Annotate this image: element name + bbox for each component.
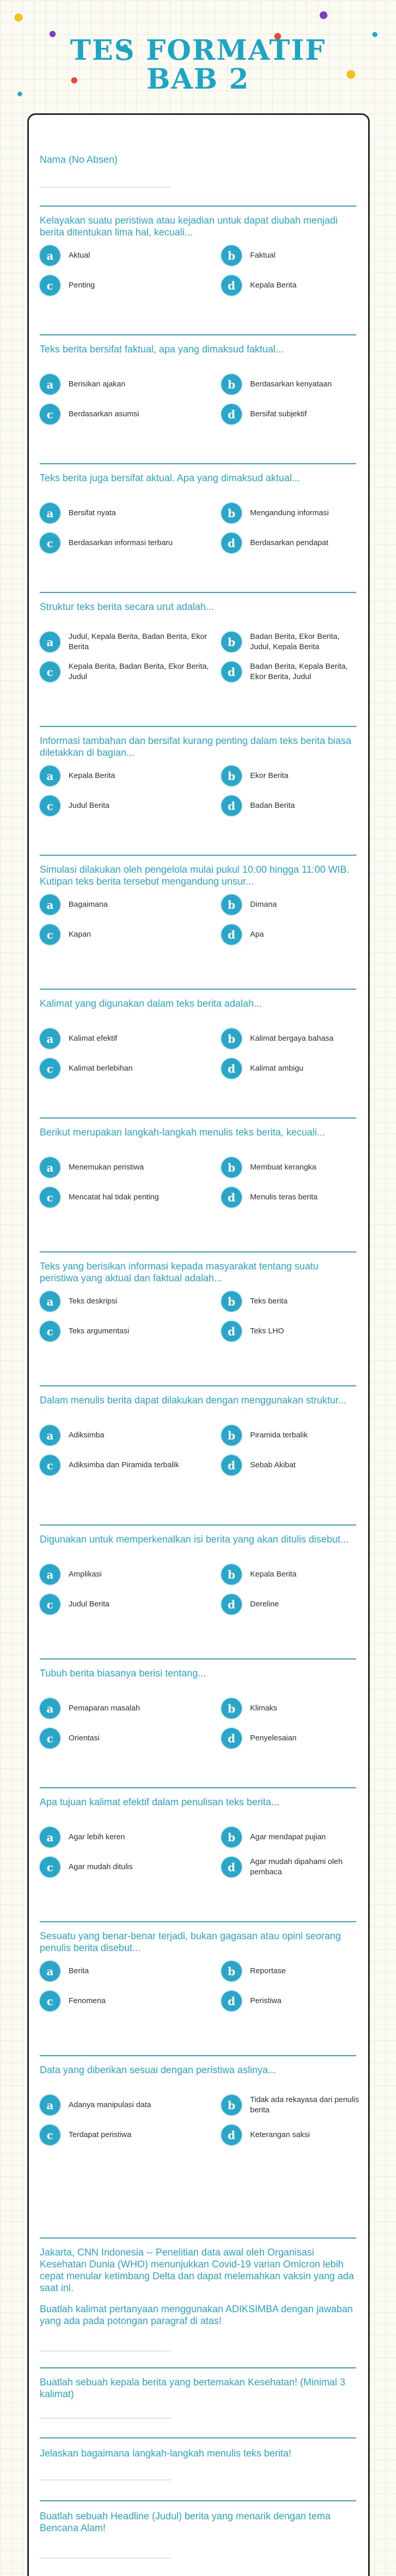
option-letter-badge: c (40, 1594, 60, 1615)
option-text: Agar mudah ditulis (69, 1862, 133, 1871)
option-text: Badan Berita, Ekor Berita, Judul, Kepala Berita (250, 632, 340, 651)
separator-line (40, 1658, 356, 1659)
decor-dot (14, 13, 23, 22)
question-3-text: Teks berita juga bersifat aktual. Apa yang dimaksud aktual... (40, 473, 300, 484)
essay-question-19: Buatlah sebuah Headline (Judul) berita yang menarik dengan tema Bencana Alam! (40, 2511, 331, 2534)
separator-line (40, 989, 356, 990)
option-text: Ekor Berita (250, 771, 289, 780)
question-9-option-a[interactable] (40, 1286, 210, 1316)
option-letter-badge: d (221, 275, 242, 296)
option-letter-badge: c (40, 404, 60, 425)
option-text: Terdapat peristiwa (69, 2130, 131, 2139)
question-13-option-c[interactable] (40, 1852, 210, 1882)
option-letter-badge: a (40, 894, 60, 915)
question-6-option-b[interactable] (221, 890, 359, 920)
option-letter-badge: d (221, 404, 242, 425)
option-letter-badge: a (40, 1564, 60, 1585)
question-15-option-d[interactable] (221, 2120, 359, 2150)
separator-line (40, 592, 356, 593)
option-text: Dereline (250, 1600, 279, 1608)
question-12-text: Tubuh berita biasanya berisi tentang... (40, 1668, 206, 1679)
option-letter-badge: d (221, 1728, 242, 1749)
question-5-option-a[interactable] (40, 761, 210, 791)
question-2-option-a[interactable] (40, 369, 210, 399)
question-3-option-b[interactable] (221, 498, 359, 528)
question-9-option-b[interactable] (221, 1286, 359, 1316)
essay-question-17: Buatlah sebuah kepala berita yang bertemakan Kesehatan! (Minimal 3 kalimat) (40, 2377, 345, 2400)
option-letter-badge: d (221, 924, 242, 945)
option-letter-badge: b (221, 1698, 242, 1719)
option-letter-badge: d (221, 2125, 242, 2145)
question-15-option-c[interactable] (40, 2120, 210, 2150)
option-text: Teks deskripsi (69, 1297, 118, 1306)
question-13-option-a[interactable] (40, 1822, 210, 1852)
option-letter-badge: a (40, 1028, 60, 1049)
option-letter-badge: b (221, 1425, 242, 1446)
option-text: Bersifat nyata (69, 509, 116, 517)
question-13-option-b[interactable] (221, 1822, 359, 1852)
passage-covid: Jakarta, CNN Indonesia -- Penelitian data awal oleh Organisasi Kesehatan Dunia (WHO) menunjukkan Covid-19 varian Omicron lebih cepat menular ketimbang Delta dan dapat melemahkan vaksin yang ada saat ini. (40, 2247, 354, 2294)
page-title-line2: BAB 2 (146, 62, 250, 95)
option-letter-badge: a (40, 1698, 60, 1719)
separator-line (40, 2238, 356, 2239)
option-letter-badge: b (221, 2095, 242, 2115)
question-1-option-d[interactable] (221, 270, 359, 300)
option-letter-badge: b (221, 632, 242, 652)
question-14-text: Sesuatu yang benar-benar terjadi, bukan gagasan atau opini seorang penulis berita disebut... (40, 1931, 341, 1954)
option-text: Adiksimba dan Piramida terbalik (69, 1461, 179, 1469)
option-text: Menemukan peristiwa (69, 1163, 144, 1172)
question-3-option-d[interactable] (221, 528, 359, 558)
question-15-text: Data yang diberikan sesuai dengan peristiwa aslinya... (40, 2065, 276, 2076)
option-text: Aktual (69, 251, 90, 260)
separator-line (40, 1117, 356, 1118)
question-7-option-c[interactable] (40, 1054, 210, 1083)
question-4-option-b[interactable] (221, 627, 359, 657)
option-letter-badge: a (40, 374, 60, 395)
question-1-text: Kelayakan suatu peristiwa atau kejadian untuk dapat diubah menjadi berita ditentukan lima hal, kecuali... (40, 215, 338, 238)
page-title (0, 33, 396, 95)
option-letter-badge: d (221, 533, 242, 553)
option-text: Peristiwa (250, 1996, 282, 2005)
option-text: Mengandung informasi (250, 509, 329, 517)
option-letter-badge: c (40, 924, 60, 945)
option-letter-badge: a (40, 1827, 60, 1848)
question-6-option-a[interactable] (40, 890, 210, 920)
question-1-option-a[interactable] (40, 241, 210, 270)
option-text: Dimana (250, 900, 277, 909)
option-text: Agar mudah dipahami oleh pembaca (250, 1857, 343, 1876)
option-letter-badge: c (40, 1991, 60, 2011)
option-letter-badge: d (221, 1857, 242, 1877)
option-letter-badge: a (40, 2095, 60, 2115)
option-letter-badge: c (40, 1455, 60, 1476)
question-2-option-b[interactable] (221, 369, 359, 399)
question-4-text: Struktur teks berita secara urut adalah... (40, 602, 214, 613)
option-letter-badge: c (40, 533, 60, 553)
question-11-text: Digunakan untuk memperkenalkan isi berita yang akan ditulis disebut... (40, 1534, 349, 1545)
question-4-option-d[interactable] (221, 657, 359, 687)
question-9-option-d[interactable] (221, 1316, 359, 1346)
option-text: Fenomena (69, 1996, 106, 2005)
question-11-option-d[interactable] (221, 1589, 359, 1619)
option-text: Teks argumentasi (69, 1327, 129, 1335)
name-answer-line[interactable] (40, 187, 171, 188)
separator-line (40, 2367, 356, 2368)
option-text: Keterangan saksi (250, 2130, 310, 2139)
question-14-option-a[interactable] (40, 1956, 210, 1986)
option-text: Agar mendapat pujian (250, 1833, 326, 1841)
decor-dot (320, 11, 327, 19)
question-6-option-c[interactable] (40, 920, 210, 950)
option-letter-badge: b (221, 766, 242, 786)
question-13-text: Apa tujuan kalimat efektif dalam penulisan teks berita... (40, 1797, 279, 1808)
option-text: Bersifat subjektif (250, 410, 307, 418)
option-text: Berita (69, 1967, 89, 1975)
option-text: Mencatat hal tidak penting (69, 1193, 159, 1201)
option-text: Adanya manipulasi data (69, 2100, 152, 2109)
question-3-option-a[interactable] (40, 498, 210, 528)
essay-question-18: Jelaskan bagaimana langkah-langkah menulis teks berita! (40, 2448, 291, 2459)
separator-line (40, 334, 356, 335)
option-text: Sebab Akibat (250, 1461, 296, 1469)
question-8-option-a[interactable] (40, 1153, 210, 1182)
option-letter-badge: d (221, 795, 242, 816)
question-12-option-c[interactable] (40, 1723, 210, 1753)
option-text: Orientasi (69, 1734, 100, 1742)
option-letter-badge: a (40, 632, 60, 652)
option-text: Kalimat bergaya bahasa (250, 1034, 334, 1043)
option-letter-badge: c (40, 275, 60, 296)
question-5-text: Informasi tambahan dan bersifat kurang penting dalam teks berita biasa diletakkan di bagian... (40, 736, 352, 758)
option-letter-badge: b (221, 1827, 242, 1848)
option-text: Kalimat ambigu (250, 1064, 304, 1073)
option-text: Tidak ada rekayasa dari penulis berita (250, 2095, 359, 2114)
page-title-line1: TES FORMATIF (70, 33, 326, 66)
option-text: Penting (69, 281, 95, 290)
question-12-option-d[interactable] (221, 1723, 359, 1753)
question-11-option-c[interactable] (40, 1589, 210, 1619)
option-letter-badge: d (221, 1187, 242, 1208)
question-5-option-b[interactable] (221, 761, 359, 791)
separator-line (40, 726, 356, 727)
option-text: Kalimat berlebihan (69, 1064, 133, 1073)
option-letter-badge: a (40, 1291, 60, 1312)
question-8-text: Berikut merupakan langkah-langkah menulis teks berita, kecuali... (40, 1127, 325, 1138)
option-letter-badge: d (221, 1058, 242, 1079)
option-text: Berdasarkan informasi terbaru (69, 538, 173, 547)
worksheet-paper (27, 113, 370, 2576)
option-text: Badan Berita, Kepala Berita, Ekor Berita, Judul (250, 662, 348, 681)
question-1-option-b[interactable] (221, 241, 359, 270)
question-10-option-d[interactable] (221, 1450, 359, 1480)
option-text: Amplikasi (69, 1570, 102, 1579)
option-letter-badge: b (221, 374, 242, 395)
separator-line (40, 206, 356, 207)
question-3-option-c[interactable] (40, 528, 210, 558)
option-text: Judul Berita (69, 801, 110, 810)
question-10-option-b[interactable] (221, 1420, 359, 1450)
option-letter-badge: a (40, 1157, 60, 1178)
option-letter-badge: b (221, 1291, 242, 1312)
separator-line (40, 2437, 356, 2438)
option-text: Penyelesaian (250, 1734, 297, 1742)
option-letter-badge: d (221, 1991, 242, 2011)
option-letter-badge: b (221, 894, 242, 915)
option-letter-badge: b (221, 1564, 242, 1585)
option-text: Apa (250, 930, 264, 939)
question-14-option-b[interactable] (221, 1956, 359, 1986)
option-text: Membuat kerangka (250, 1163, 317, 1172)
option-letter-badge: d (221, 662, 242, 682)
option-letter-badge: a (40, 1425, 60, 1446)
option-text: Agar lebih keren (69, 1833, 125, 1841)
question-10-option-c[interactable] (40, 1450, 210, 1480)
option-letter-badge: a (40, 1961, 60, 1981)
question-14-option-c[interactable] (40, 1986, 210, 2016)
option-text: Berdasarkan kenyataan (250, 380, 332, 388)
question-15-option-b[interactable] (221, 2090, 359, 2120)
question-4-option-c[interactable] (40, 657, 210, 687)
option-text: Kalimat efektif (69, 1034, 118, 1043)
option-letter-badge: a (40, 503, 60, 523)
question-7-option-b[interactable] (221, 1024, 359, 1054)
option-text: Berdasarkan pendapat (250, 538, 328, 547)
option-letter-badge: c (40, 2125, 60, 2145)
option-text: Bagaimana (69, 900, 108, 909)
question-11-option-b[interactable] (221, 1560, 359, 1589)
option-text: Teks LHO (250, 1327, 284, 1335)
separator-line (40, 1385, 356, 1386)
question-6-option-d[interactable] (221, 920, 359, 950)
essay-question-16: Buatlah kalimat pertanyaan menggunakan ADIKSIMBA dengan jawaban yang ada pada potongan paragraf di atas! (40, 2304, 353, 2327)
question-12-option-a[interactable] (40, 1693, 210, 1723)
option-text: Faktual (250, 251, 276, 260)
separator-line (40, 855, 356, 856)
option-text: Judul Berita (69, 1600, 110, 1608)
question-4-option-a[interactable] (40, 627, 210, 657)
option-text: Berisikan ajakan (69, 380, 126, 388)
option-text: Kapan (69, 930, 91, 939)
option-letter-badge: c (40, 795, 60, 816)
question-15-option-a[interactable] (40, 2090, 210, 2120)
question-5-option-d[interactable] (221, 791, 359, 821)
option-text: Teks berita (250, 1297, 288, 1306)
question-8-option-c[interactable] (40, 1182, 210, 1212)
question-13-option-d[interactable] (221, 1852, 359, 1882)
option-letter-badge: b (221, 503, 242, 523)
question-9-text: Teks yang berisikan informasi kepada masyarakat tentang suatu peristiwa yang aktual dan faktual adalah... (40, 1261, 319, 1284)
question-9-option-c[interactable] (40, 1316, 210, 1346)
option-text: Kepala Berita (250, 281, 297, 290)
option-letter-badge: c (40, 662, 60, 682)
question-2-text: Teks berita bersifat faktual, apa yang dimaksud faktual... (40, 344, 284, 355)
option-letter-badge: b (221, 245, 242, 266)
option-text: Kepala Berita, Badan Berita, Ekor Berita, Judul (69, 662, 209, 681)
question-11-option-a[interactable] (40, 1560, 210, 1589)
question-7-option-d[interactable] (221, 1054, 359, 1083)
option-text: Klimaks (250, 1704, 277, 1713)
option-text: Berdasarkan asumsi (69, 410, 139, 418)
option-text: Judul, Kepala Berita, Badan Berita, Ekor Berita (69, 632, 207, 651)
name-label: Nama (No Absen) (40, 155, 118, 165)
option-letter-badge: b (221, 1157, 242, 1178)
option-letter-badge: c (40, 1857, 60, 1877)
question-8-option-b[interactable] (221, 1153, 359, 1182)
question-7-text: Kalimat yang digunakan dalam teks berita adalah... (40, 998, 262, 1009)
option-text: Pemaparan masalah (69, 1704, 140, 1713)
question-5-option-c[interactable] (40, 791, 210, 821)
option-text: Piramida terbalik (250, 1431, 308, 1439)
option-letter-badge: b (221, 1961, 242, 1981)
question-1-option-c[interactable] (40, 270, 210, 300)
question-14-option-d[interactable] (221, 1986, 359, 2016)
option-letter-badge: c (40, 1321, 60, 1342)
option-letter-badge: c (40, 1058, 60, 1079)
option-letter-badge: a (40, 245, 60, 266)
separator-line (40, 1921, 356, 1922)
option-letter-badge: c (40, 1728, 60, 1749)
option-text: Kepala Berita (250, 1570, 297, 1579)
option-text: Menulis teras berita (250, 1193, 318, 1201)
option-text: Adiksimba (69, 1431, 105, 1439)
option-text: Kepala Berita (69, 771, 116, 780)
question-10-text: Dalam menulis berita dapat dilakukan dengan menggunakan struktur... (40, 1395, 346, 1406)
question-2-option-d[interactable] (221, 399, 359, 429)
separator-line (40, 2055, 356, 2056)
separator-line (40, 1251, 356, 1252)
question-2-option-c[interactable] (40, 399, 210, 429)
option-text: Badan Berita (250, 801, 295, 810)
option-letter-badge: d (221, 1321, 242, 1342)
option-letter-badge: b (221, 1028, 242, 1049)
separator-line (40, 1787, 356, 1788)
question-7-option-a[interactable] (40, 1024, 210, 1054)
question-10-option-a[interactable] (40, 1420, 210, 1450)
option-letter-badge: d (221, 1455, 242, 1476)
separator-line (40, 2500, 356, 2501)
option-letter-badge: a (40, 766, 60, 786)
separator-line (40, 1524, 356, 1526)
option-letter-badge: d (221, 1594, 242, 1615)
separator-line (40, 463, 356, 464)
option-text: Reportase (250, 1967, 286, 1975)
question-8-option-d[interactable] (221, 1182, 359, 1212)
question-6-text: Simulasi dilakukan oleh pengelola mulai pukul 10:00 hingga 11:00 WIB. Kutipan teks berita tersebut mengandung unsur... (40, 865, 350, 887)
question-12-option-b[interactable] (221, 1693, 359, 1723)
option-letter-badge: c (40, 1187, 60, 1208)
